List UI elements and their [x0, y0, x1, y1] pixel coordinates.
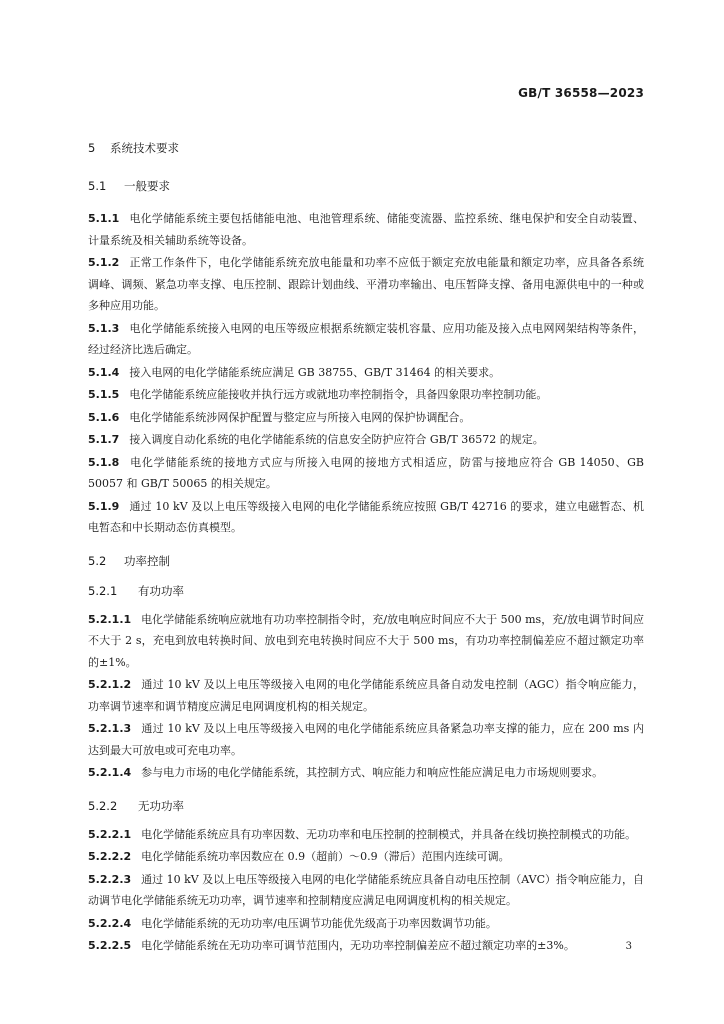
clause-paragraph — [88, 318, 644, 361]
clause-number: 5.1.9 — [88, 499, 120, 513]
clause-number: 5.2.1.3 — [88, 722, 132, 735]
clause-text: 通过 10 kV 及以上电压等级接入电网的电化学储能系统应具备自动发电控制（AGC）指令响应能力，功率调节速率和调节精度应满足电网调度机构的相关规定。 — [88, 678, 644, 713]
section-number: 5.2.2 — [88, 798, 118, 813]
clause-number: 5.1.7 — [88, 433, 120, 446]
clause-paragraph — [88, 429, 644, 451]
section-title: 无功功率 — [138, 798, 184, 813]
clause-text: 电化学储能系统涉网保护配置与整定应与所接入电网的保护协调配合。 — [129, 410, 471, 424]
clause-text: 接入电网的电化学储能系统应满足 GB 38755、GB/T 31464 的相关要求。 — [129, 365, 501, 379]
clause-text: 通过 10 kV 及以上电压等级接入电网的电化学储能系统应具备自动电压控制（AVC）指令响应能力，自动调节电化学储能系统无功功率，调节速率和控制精度应满足电网调度机构的相关规定。 — [88, 872, 645, 907]
clause-number: 5.1.5 — [88, 388, 120, 401]
section-number: 5.2.1 — [88, 583, 118, 598]
clause-paragraph — [88, 913, 644, 935]
clause-number: 5.2.2.4 — [88, 916, 132, 930]
clause-number: 5.2.1.4 — [88, 766, 132, 779]
clause-number: 5.2.2.5 — [88, 939, 132, 952]
clause-paragraph — [88, 452, 644, 495]
clause-text: 电化学储能系统应能接收并执行远方或就地功率控制指令，具备四象限功率控制功能。 — [129, 388, 548, 401]
clause-paragraph — [88, 935, 644, 957]
clause-paragraph — [88, 407, 644, 429]
clause-number: 5.2.1.1 — [88, 612, 132, 626]
clause-text: 正常工作条件下，电化学储能系统充放电能量和功率不应低于额定充放电能量和额定功率，应具备各系统调峰、调频、紧急功率支撑、电压控制、跟踪计划曲线、平滑功率输出、电压暂降支撑、备用电源供电中的一种或多种应用功能。 — [88, 256, 644, 312]
clause-number: 5.1.2 — [88, 256, 120, 269]
clause-text: 电化学储能系统在无功功率可调节范围内，无功功率控制偏差应不超过额定功率的±3%。 — [141, 939, 575, 952]
section-number: 5.1 — [88, 179, 107, 193]
section-heading-5-2 — [88, 553, 644, 569]
clause-number: 5.1.8 — [88, 455, 120, 469]
section-heading-5 — [88, 140, 644, 156]
clause-paragraph — [88, 609, 644, 674]
page-content — [88, 140, 644, 958]
clause-number: 5.2.2.2 — [88, 850, 132, 863]
clause-paragraph — [88, 362, 644, 384]
clause-paragraph — [88, 718, 644, 761]
clause-list-5-2-2 — [88, 824, 644, 957]
page-number: 3 — [625, 941, 632, 952]
clause-text: 电化学储能系统的无功功率/电压调节功能优先级高于功率因数调节功能。 — [141, 916, 497, 930]
clause-number: 5.2.1.2 — [88, 678, 132, 691]
clause-paragraph — [88, 762, 644, 784]
clause-paragraph — [88, 869, 644, 912]
clause-paragraph — [88, 496, 644, 539]
section-title: 一般要求 — [124, 179, 170, 193]
section-heading-5-2-2 — [88, 798, 644, 814]
clause-paragraph — [88, 384, 644, 406]
standard-code: GB/T 36558—2023 — [518, 86, 644, 100]
section-number: 5 — [88, 141, 96, 155]
clause-text: 通过 10 kV 及以上电压等级接入电网的电化学储能系统应按照 GB/T 42716 的要求，建立电磁暂态、机电暂态和中长期动态仿真模型。 — [88, 499, 644, 534]
clause-text: 电化学储能系统功率因数应在 0.9（超前）～0.9（滞后）范围内连续可调。 — [141, 850, 510, 863]
clause-number: 5.2.2.3 — [88, 872, 132, 886]
clause-text: 电化学储能系统响应就地有功功率控制指令时，充/放电响应时间应不大于 500 ms，充/放电调节时间应不大于 2 s，充电到放电转换时间、放电到充电转换时间应不大于 500 ms，有功功率控制偏差应不超过额定功率的±1%。 — [88, 612, 644, 669]
section-number: 5.2 — [88, 553, 107, 568]
clause-text: 通过 10 kV 及以上电压等级接入电网的电化学储能系统应具备紧急功率支撑的能力，应在 200 ms 内达到最大可放电或可充电功率。 — [88, 722, 644, 757]
clause-paragraph — [88, 674, 644, 717]
section-title: 有功功率 — [138, 583, 184, 598]
clause-number: 5.1.6 — [88, 410, 120, 424]
clause-paragraph — [88, 846, 644, 868]
clause-paragraph — [88, 252, 644, 317]
clause-text: 参与电力市场的电化学储能系统，其控制方式、响应能力和响应性能应满足电力市场规则要求。 — [141, 766, 604, 779]
clause-text: 接入调度自动化系统的电化学储能系统的信息安全防护应符合 GB/T 36572 的规定。 — [129, 433, 544, 446]
section-title: 功率控制 — [124, 553, 170, 568]
clause-text: 电化学储能系统主要包括储能电池、电池管理系统、储能变流器、监控系统、继电保护和安全自动装置、计量系统及相关辅助系统等设备。 — [88, 212, 644, 247]
section-heading-5-2-1 — [88, 583, 644, 599]
clause-text: 电化学储能系统的接地方式应与所接入电网的接地方式相适应，防雷与接地应符合 GB 14050、GB 50057 和 GB/T 50065 的相关规定。 — [88, 455, 644, 490]
clause-paragraph — [88, 824, 644, 846]
clause-number: 5.1.4 — [88, 365, 120, 379]
clause-list-5-2-1 — [88, 609, 644, 784]
clause-list-5-1 — [88, 208, 644, 539]
clause-number: 5.1.3 — [88, 321, 120, 335]
clause-text: 电化学储能系统接入电网的电压等级应根据系统额定装机容量、应用功能及接入点电网网架结构等条件，经过经济比选后确定。 — [88, 321, 644, 356]
section-heading-5-1 — [88, 178, 644, 194]
clause-paragraph — [88, 208, 644, 251]
clause-text: 电化学储能系统应具有功率因数、无功功率和电压控制的控制模式，并具备在线切换控制模式的功能。 — [141, 827, 637, 841]
clause-number: 5.2.2.1 — [88, 827, 132, 841]
section-title: 系统技术要求 — [110, 141, 179, 155]
clause-number: 5.1.1 — [88, 212, 120, 225]
